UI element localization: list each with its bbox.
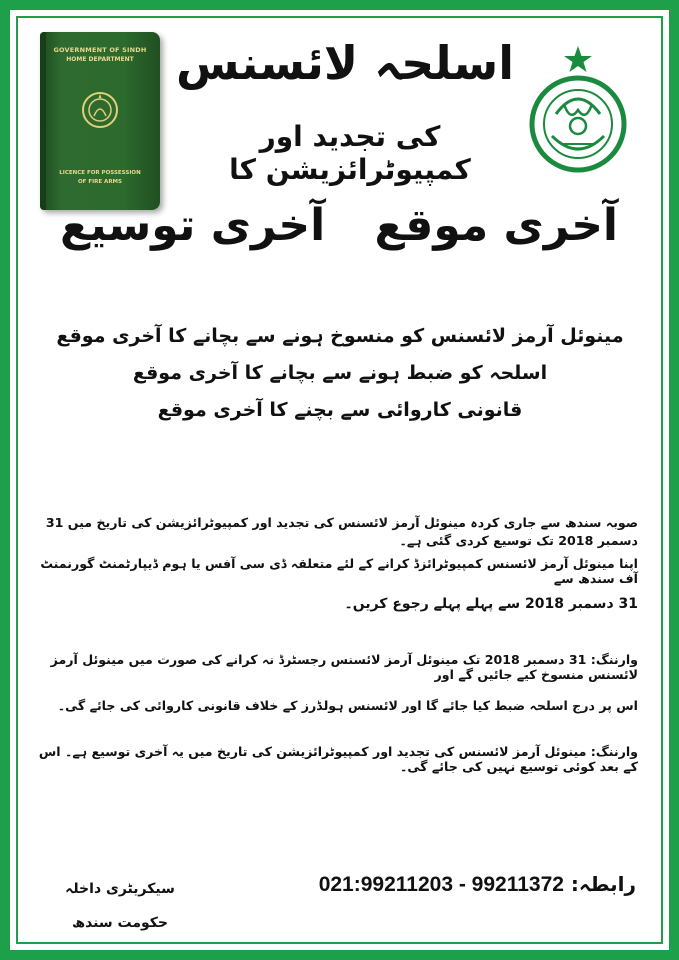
signatory-title: سیکریٹری داخلہ [65,881,175,897]
signatory-government: حکومت سندھ [71,915,169,931]
signatory-block [60,872,180,940]
book-government-text: GOVERNMENT OF SINDH [53,46,147,54]
warning-paragraph-line1: وارننگ: 31 دسمبر 2018 تک مینوئل آرمز لائسنس رجسٹرڈ نہ کرانے کی صورت میں مینوئل آرمز لائسنس منسوخ کیے جائیں گے اور [50,652,638,682]
warning-paragraph-line2: اس پر درج اسلحہ ضبط کیا جائے گا اور لائسنس ہولڈرز کے خلاف قانونی کاروائی کی جائے گی۔ [57,698,638,713]
contact-numbers: 021:99211203 - 99211372 [318,873,564,896]
book-licence-text: LICENCE FOR POSSESSION [59,170,141,176]
subtitle-renewal-computerization: کی تجدید اور کمپیوٹرائزیشن کا [229,120,471,186]
body-paragraph-instructions-line2: 31 دسمبر 2018 سے پہلے پہلے رجوع کریں۔ [344,596,638,612]
headline-last-extension: آخری توسیع [60,200,326,251]
headline-last-chance: آخری موقع [374,200,618,251]
sindh-government-emblem-icon [522,44,634,174]
last-chance-line: قانونی کاروائی سے بچنے کا آخری موقع [157,399,523,421]
book-firearms-text: OF FIRE ARMS [78,179,122,185]
book-department-text: HOME DEPARTMENT [66,56,134,63]
body-paragraph-extension: صوبہ سندھ سے جاری کردہ مینوئل آرمز لائسنس کی تجدید اور کمپیوٹرائزیشن کی تاریخ میں 31 دسمبر 2018 تک توسیع کردی گئی ہے۔ [45,515,638,548]
contact-info [236,872,636,897]
last-chance-line: مینوئل آرمز لائسنس کو منسوخ ہونے سے بچانے کا آخری موقع [56,325,624,347]
book-seal-icon [80,90,120,130]
title-arms-licence: اسلحہ لائسنس [175,36,515,90]
headline [40,200,640,280]
last-chance-list [50,318,630,429]
body-paragraph-instructions-line1: اپنا مینوئل آرمز لائسنس کمپیوٹرائزڈ کرانے کے لئے متعلقہ ڈی سی آفس یا ہوم ڈیپارٹمنٹ گورنمنٹ آف سندھ سے [40,556,638,586]
licence-book-image [40,32,160,210]
contact-label: رابطہ: [570,872,636,896]
last-chance-line: اسلحہ کو ضبط ہونے سے بچانے کا آخری موقع [132,362,548,384]
final-warning-paragraph: وارننگ: مینوئل آرمز لائسنس کی تجدید اور کمپیوٹرائزیشن کی تاریخ میں یہ آخری توسیع ہے۔ اس کے بعد کوئی توسیع نہیں کی جائے گی۔ [38,744,638,774]
